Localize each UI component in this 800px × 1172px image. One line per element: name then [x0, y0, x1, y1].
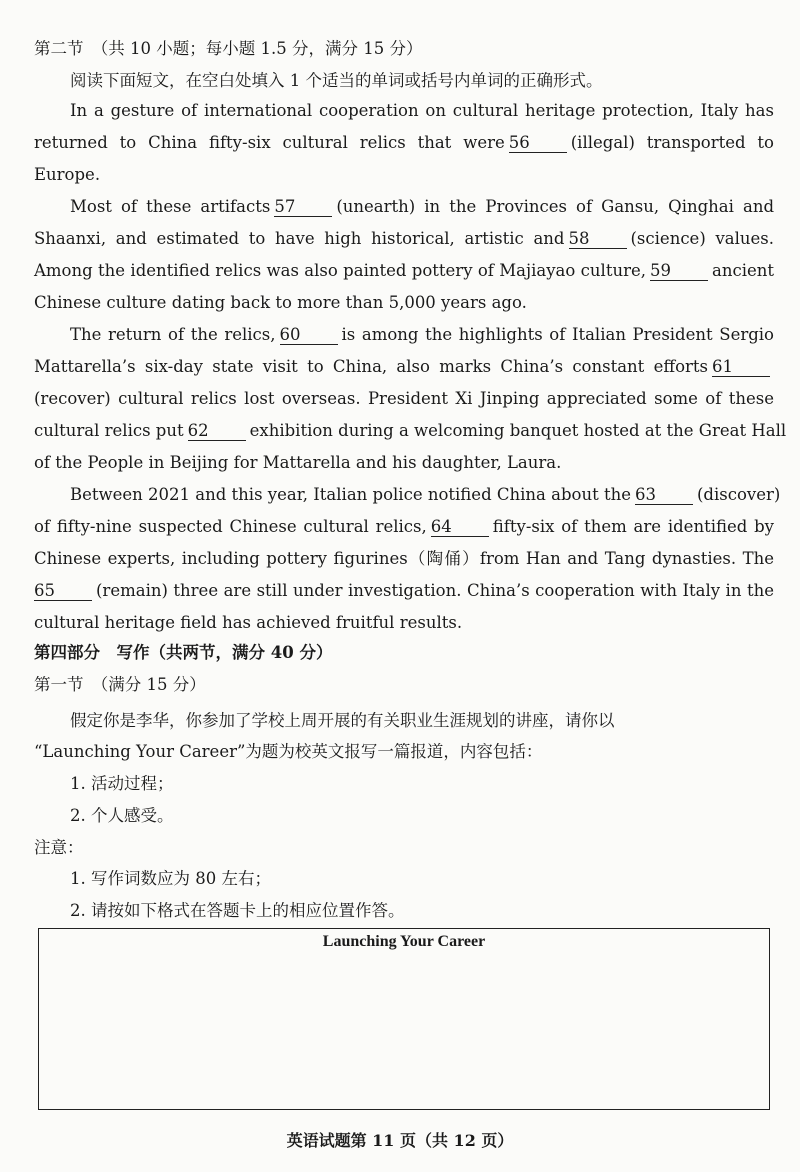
text: returned to China fifty-six cultural relics that were [34, 133, 505, 152]
answer-box [38, 928, 770, 1110]
text: ancient [711, 261, 774, 280]
writing-prompt-line2: “Launching Your Career”为题为校英文报写一篇报道，内容包括： [34, 742, 543, 761]
p2-line1 [70, 196, 774, 218]
blank-65: 65 [34, 582, 92, 601]
p4-line3: Chinese experts, including pottery figurines（陶俑）from Han and Tang dynasties. The [34, 549, 774, 568]
text: (science) values. [630, 229, 775, 248]
blank-60: 60 [280, 326, 338, 345]
text: (unearth) in the Provinces of Gansu, Qinghai and [336, 197, 775, 216]
text: exhibition during a welcoming banquet hosted at the Great Hall [249, 421, 787, 440]
part4-heading: 第四部分 写作（共两节，满分 40 分） [34, 643, 333, 662]
text: (illegal) transported to [570, 133, 774, 152]
p1-line1: In a gesture of international cooperation on cultural heritage protection, Italy has [70, 101, 774, 120]
text: Shaanxi, and estimated to have high historical, artistic and [34, 229, 565, 248]
text: Most of these artifacts [70, 197, 271, 216]
p3-line2 [34, 356, 774, 378]
p2-line4: Chinese culture dating back to more than 5,000 years ago. [34, 293, 527, 312]
p2-line3 [34, 260, 774, 282]
text: Among the identified relics was also painted pottery of Majiayao culture, [34, 261, 646, 280]
blank-62: 62 [188, 422, 246, 441]
p3-line4 [34, 420, 787, 442]
prompt-item-1: 1. 活动过程； [70, 774, 174, 793]
p4-line4 [34, 580, 774, 602]
blank-63: 63 [635, 486, 693, 505]
p1-line3: Europe. [34, 165, 101, 184]
part4-section1-heading: 第一节 （满分 15 分） [34, 675, 206, 694]
text: cultural relics put [34, 421, 184, 440]
p4-line1 [70, 484, 781, 506]
blank-57: 57 [274, 198, 332, 217]
page-footer: 英语试题第 11 页（共 12 页） [286, 1131, 514, 1150]
section2-heading: 第二节 （共 10 小题；每小题 1.5 分，满分 15 分） [34, 39, 423, 58]
prompt-item-2: 2. 个人感受。 [70, 806, 174, 825]
blank-61: 61 [712, 358, 770, 377]
note-label: 注意： [34, 838, 84, 857]
p4-line2 [34, 516, 774, 538]
note-item-2: 2. 请按如下格式在答题卡上的相应位置作答。 [70, 901, 405, 920]
answer-box-title: Launching Your Career [322, 933, 486, 950]
text: is among the highlights of Italian President Sergio [341, 325, 774, 344]
blank-64: 64 [431, 518, 489, 537]
text: (discover) [696, 485, 781, 504]
note-item-1: 1. 写作词数应为 80 左右； [70, 869, 271, 888]
p1-line2 [34, 132, 774, 154]
p2-line2 [34, 228, 774, 250]
text: fifty-six of them are identified by [492, 517, 774, 536]
text: of fifty-nine suspected Chinese cultural relics, [34, 517, 427, 536]
p3-line5: of the People in Beijing for Mattarella and his daughter, Laura. [34, 453, 562, 472]
text: Between 2021 and this year, Italian police notified China about the [70, 485, 631, 504]
text: (remain) three are still under investigation. China’s cooperation with Italy in the [96, 581, 774, 600]
p4-line5: cultural heritage field has achieved fruitful results. [34, 613, 463, 632]
blank-58: 58 [569, 230, 627, 249]
text: Mattarella’s six-day state visit to China, also marks China’s constant efforts [34, 357, 708, 376]
blank-56: 56 [509, 134, 567, 153]
p3-line1 [70, 324, 774, 346]
writing-prompt-line1: 假定你是李华，你参加了学校上周开展的有关职业生涯规划的讲座，请你以 [70, 711, 615, 730]
blank-59: 59 [650, 262, 708, 281]
text: The return of the relics, [70, 325, 276, 344]
section2-instruction: 阅读下面短文，在空白处填入 1 个适当的单词或括号内单词的正确形式。 [70, 71, 603, 90]
p3-line3: (recover) cultural relics lost overseas. President Xi Jinping appreciated some of these [34, 389, 774, 408]
